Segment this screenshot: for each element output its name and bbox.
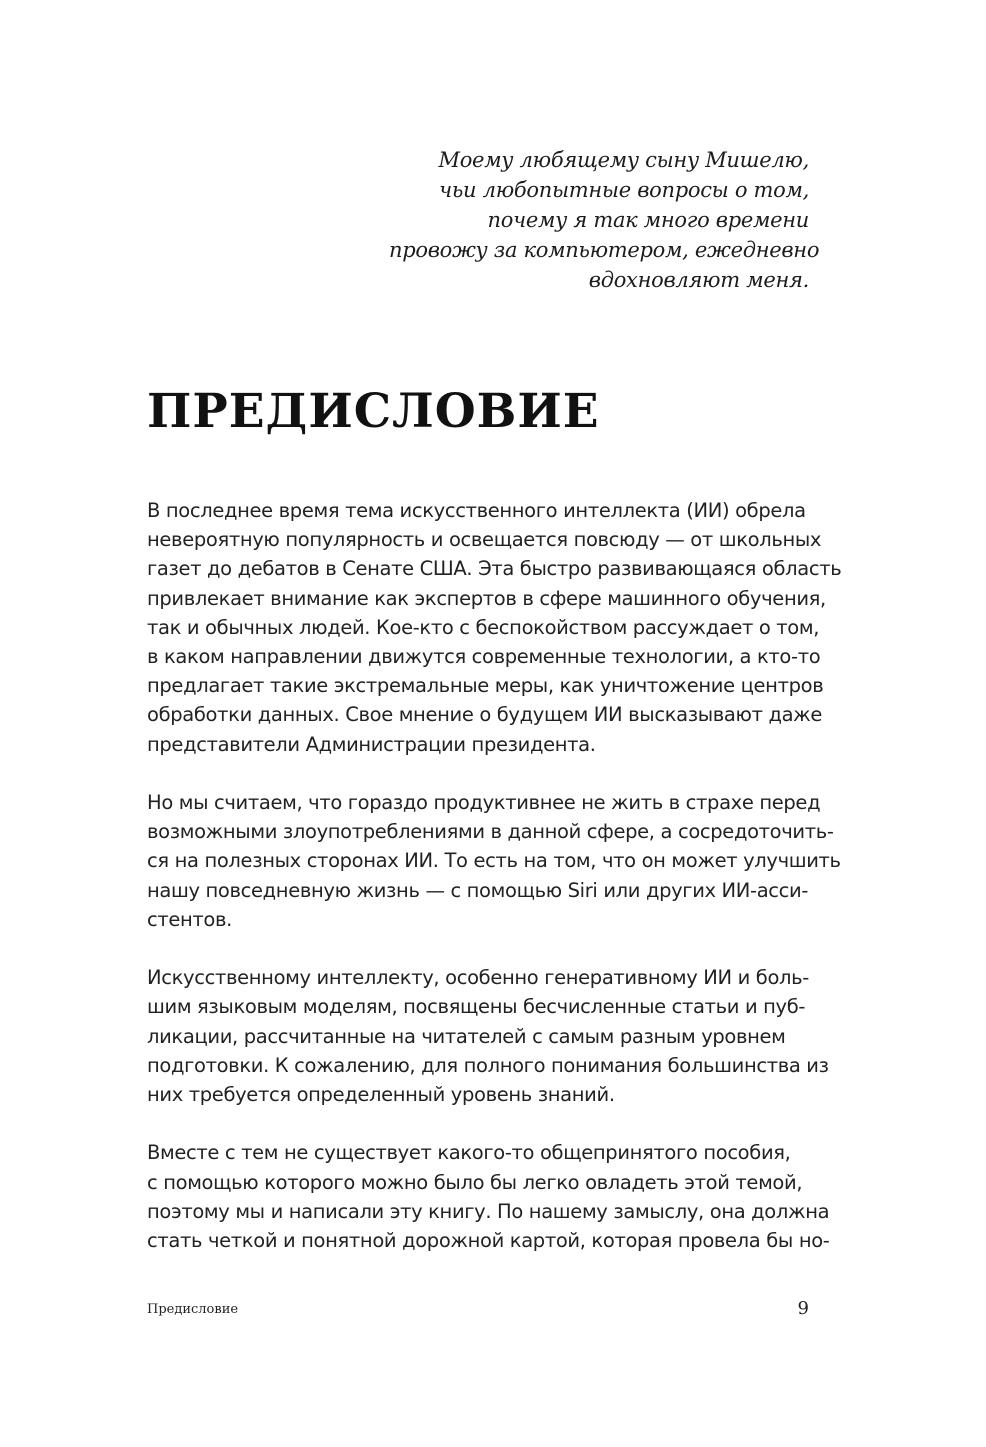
dedication-line: чьи любопытные вопросы о том,: [439, 178, 809, 202]
dedication-line: Моему любящему сыну Мишелю,: [438, 148, 809, 172]
paragraph: [147, 496, 842, 759]
text-line: обработки данных. Свое мнение о будущем ИИ высказывают даже: [147, 703, 823, 727]
text-line: газет до дебатов в Сенате США. Эта быстро развивающаяся область: [147, 557, 842, 581]
text-line: шим языковым моделям, посвящены бесчисленные статьи и пуб-: [147, 995, 806, 1019]
text-line: ликации, рассчитанные на читателей с самым разным уровнем: [147, 1024, 786, 1048]
text-line: Вместе с тем не существует какого-то общепринятого пособия,: [147, 1141, 791, 1165]
text-line: стать четкой и понятной дорожной картой, которая провела бы но-: [147, 1229, 830, 1253]
running-footer-section: Предисловие: [147, 1302, 239, 1317]
chapter-title: ПРЕДИСЛОВИЕ: [147, 384, 600, 439]
text-line: привлекает внимание как экспертов в сфере машинного обучения,: [147, 586, 826, 610]
text-line: представители Администрации президента.: [147, 732, 596, 756]
text-line: нашу повседневную жизнь — с помощью Siri или других ИИ-асси-: [147, 878, 809, 902]
text-line: невероятную популярность и освещается повсюду — от школьных: [147, 528, 822, 552]
dedication-line: почему я так много времени: [487, 208, 809, 232]
dedication-line: вдохновляют меня.: [588, 268, 809, 292]
text-line: поэтому мы и написали эту книгу. По нашему замыслу, она должна: [147, 1199, 830, 1223]
text-line: предлагает такие экстремальные меры, как уничтожение центров: [147, 674, 824, 698]
text-line: возможными злоупотреблениями в данной сфере, а сосредоточить-: [147, 820, 834, 844]
dedication: [389, 145, 820, 295]
paragraph: [147, 788, 841, 934]
text-line: ся на полезных сторонах ИИ. То есть на том, что он может улучшить: [147, 849, 841, 873]
paragraph: [147, 1138, 830, 1255]
text-line: подготовки. К сожалению, для полного понимания большинства из: [147, 1053, 829, 1077]
text-line: них требуется определенный уровень знаний.: [147, 1083, 615, 1107]
page-number: 9: [797, 1298, 809, 1319]
text-line: В последнее время тема искусственного интеллекта (ИИ) обрела: [147, 499, 806, 522]
text-line: Но мы считаем, что гораздо продуктивнее не жить в страхе перед: [147, 791, 821, 815]
paragraph: [147, 963, 827, 1109]
text-line: так и обычных людей. Кое-кто с беспокойством рассуждает о том,: [147, 615, 820, 639]
dedication-line: провожу за компьютером, ежедневно: [389, 238, 820, 262]
text-line: Искусственному интеллекту, особенно генеративному ИИ и боль-: [147, 966, 809, 990]
body-text: [147, 496, 842, 1284]
text-line: стентов.: [147, 907, 233, 931]
text-line: с помощью которого можно было бы легко овладеть этой темой,: [147, 1170, 803, 1194]
text-line: в каком направлении движутся современные технологии, а кто-то: [147, 645, 821, 669]
